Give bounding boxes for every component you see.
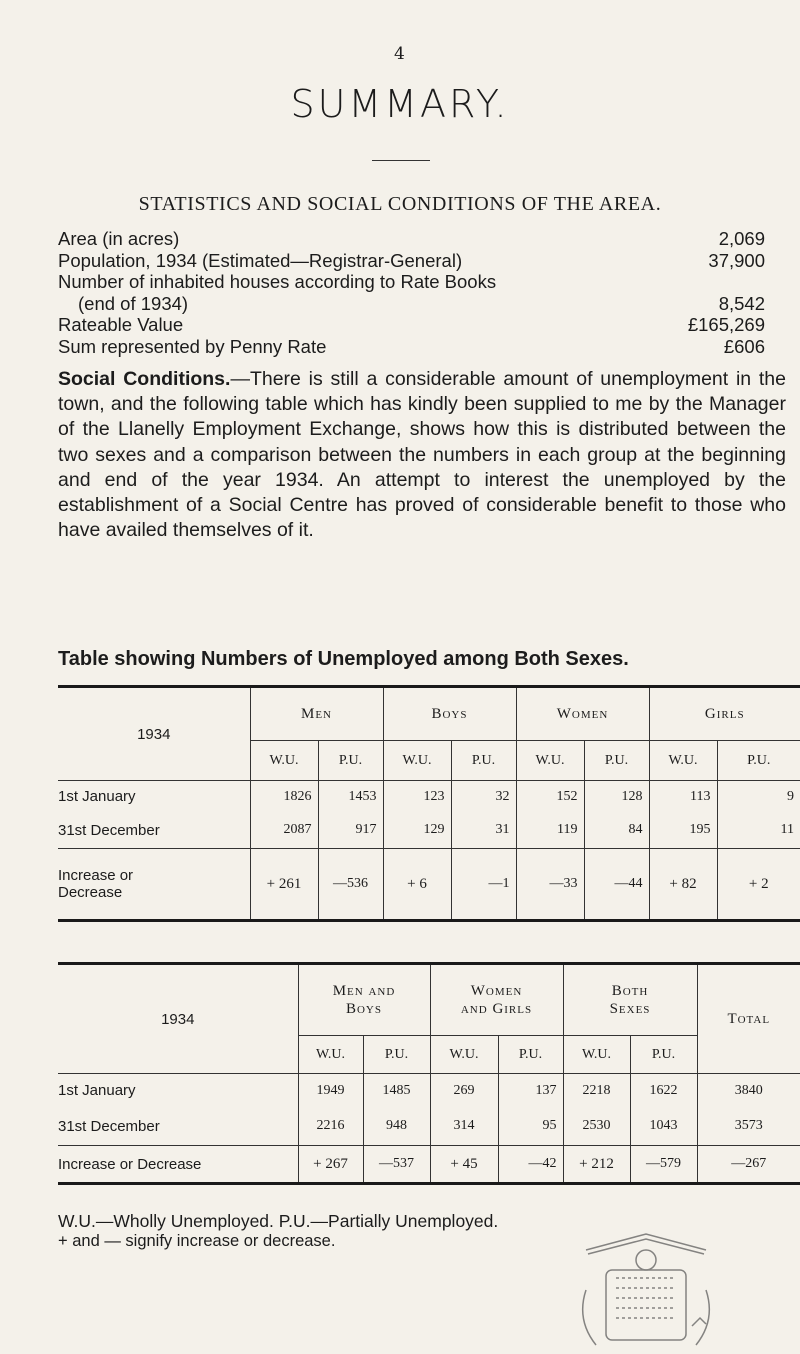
stat-row	[58, 250, 765, 272]
stat-row	[58, 336, 765, 358]
table-row	[58, 781, 800, 813]
wu-header: W.U.	[563, 1036, 630, 1074]
table-cell: 123	[383, 781, 451, 813]
table-cell: 95	[498, 1108, 563, 1146]
table-caption: Table showing Numbers of Unemployed among Both Sexes.	[58, 648, 629, 670]
pu-header: P.U.	[717, 741, 800, 781]
row-label-line: Increase or	[58, 867, 134, 884]
row-label	[58, 849, 250, 921]
stat-row	[58, 293, 765, 315]
stat-label: Rateable Value	[58, 314, 184, 335]
footnote-signs: + and — signify increase or decrease.	[58, 1232, 336, 1250]
table-cell: 84	[584, 813, 649, 849]
group-header-men-and-boys	[298, 964, 430, 1036]
stat-label: Population, 1934 (Estimated—Registrar-General)	[58, 249, 463, 271]
title-divider	[372, 160, 430, 161]
table-cell: 11	[717, 813, 800, 849]
table-row	[58, 849, 800, 921]
pu-header: P.U.	[363, 1036, 430, 1074]
table-cell: —1	[451, 849, 516, 921]
table-cell: 2530	[563, 1108, 630, 1146]
table-cell: 2218	[563, 1074, 630, 1108]
social-conditions-paragraph	[58, 367, 786, 543]
stat-row	[58, 271, 765, 293]
page-title: SUMMARY.	[290, 82, 510, 126]
table-cell: —33	[516, 849, 584, 921]
stat-label: Number of inhabited houses according to Rate Books	[58, 271, 497, 292]
unemployment-table-by-group	[58, 685, 800, 922]
table-row	[58, 1108, 800, 1146]
group-header-girls: Girls	[649, 687, 800, 741]
table-cell: 31	[451, 813, 516, 849]
group-header-men: Men	[250, 687, 383, 741]
group-header-women-and-girls	[430, 964, 563, 1036]
library-seal-stamp	[566, 1230, 726, 1352]
table-row	[58, 813, 800, 849]
table-cell: 137	[498, 1074, 563, 1108]
stat-label: Sum represented by Penny Rate	[58, 335, 327, 357]
table-cell: —42	[498, 1146, 563, 1184]
row-label: 31st December	[58, 821, 160, 839]
table-cell: + 82	[649, 849, 717, 921]
wu-header: W.U.	[383, 741, 451, 781]
table-cell: —536	[318, 849, 383, 921]
table-cell: —44	[584, 849, 649, 921]
table-cell: 2216	[298, 1108, 363, 1146]
statistics-list	[58, 228, 765, 357]
table-cell: 3840	[697, 1074, 800, 1108]
wu-header: W.U.	[298, 1036, 363, 1074]
section-title: STATISTICS AND SOCIAL CONDITIONS OF THE AREA.	[138, 193, 662, 215]
table-cell: + 45	[430, 1146, 498, 1184]
social-conditions-heading: Social Conditions.	[58, 368, 231, 390]
table-cell: 2087	[250, 813, 318, 849]
table-cell: 314	[430, 1108, 498, 1146]
footnote-abbreviations: W.U.—Wholly Unemployed. P.U.—Partially Unemployed.	[58, 1211, 499, 1231]
table-cell: 128	[584, 781, 649, 813]
group-header-boys: Boys	[383, 687, 516, 741]
table-cell: 948	[363, 1108, 430, 1146]
table-cell: 3573	[697, 1108, 800, 1146]
table-row	[58, 1146, 800, 1184]
wu-header: W.U.	[516, 741, 584, 781]
table-cell: 195	[649, 813, 717, 849]
table-cell: 129	[383, 813, 451, 849]
stat-value: 8,542	[718, 292, 765, 314]
table-cell: + 267	[298, 1146, 363, 1184]
table-cell: —267	[697, 1146, 800, 1184]
table-cell: 269	[430, 1074, 498, 1108]
stat-row	[58, 228, 765, 250]
pu-header: P.U.	[498, 1036, 563, 1074]
pu-header: P.U.	[584, 741, 649, 781]
stat-value: £165,269	[687, 314, 765, 335]
social-conditions-text: —There is still a considerable amount of unemployment in the town, and the following table which has kindly been supplied to me by the Manager of the Llanelly Employment Exchange, shows how this is distributed between the two sexes and a comparison between the numbers in each group at the beginning and end of the year 1934. An attempt to interest the unemployed by the establishment of a Social Centre has proved of considerable benefit to those who have availed themselves of it.	[58, 368, 787, 542]
table-cell: 917	[318, 813, 383, 849]
table-cell: + 6	[383, 849, 451, 921]
stat-value: 37,900	[708, 249, 765, 271]
wu-header: W.U.	[250, 741, 318, 781]
table-cell: 1622	[630, 1074, 697, 1108]
table-cell: 113	[649, 781, 717, 813]
group-header-women: Women	[516, 687, 649, 741]
table-cell: 1826	[250, 781, 318, 813]
table-cell: 1485	[363, 1074, 430, 1108]
table-cell: 1043	[630, 1108, 697, 1146]
pu-header: P.U.	[451, 741, 516, 781]
group-header-line: Sexes	[609, 1001, 651, 1017]
table-cell: —579	[630, 1146, 697, 1184]
pu-header: P.U.	[318, 741, 383, 781]
table-cell: + 2	[717, 849, 800, 921]
table-cell: 1949	[298, 1074, 363, 1108]
table-cell: 119	[516, 813, 584, 849]
row-label: 1st January	[58, 788, 136, 806]
table-cell: 9	[717, 781, 800, 813]
stat-value: 2,069	[718, 228, 765, 249]
table-cell: 32	[451, 781, 516, 813]
stat-row	[58, 314, 765, 336]
table-cell: 1453	[318, 781, 383, 813]
row-label-line: Decrease	[58, 884, 123, 901]
row-label: 1st January	[58, 1082, 136, 1100]
year-header: 1934	[161, 1010, 195, 1028]
pu-header: P.U.	[630, 1036, 697, 1074]
group-header-line: Women	[470, 983, 523, 999]
table-cell: 152	[516, 781, 584, 813]
group-header-line: and Girls	[460, 1001, 533, 1017]
table-cell: + 261	[250, 849, 318, 921]
wu-header: W.U.	[430, 1036, 498, 1074]
year-header: 1934	[137, 725, 171, 743]
table-row	[58, 1074, 800, 1108]
stat-label: Area (in acres)	[58, 228, 180, 249]
table-cell: —537	[363, 1146, 430, 1184]
group-header-line: Boys	[345, 1001, 382, 1017]
group-header-line: Men and	[332, 983, 396, 999]
table-cell: + 212	[563, 1146, 630, 1184]
total-header: Total	[697, 964, 800, 1074]
page-number: 4	[394, 44, 405, 64]
row-label: 31st December	[58, 1117, 160, 1135]
group-header-line: Both	[611, 983, 649, 999]
group-header-both-sexes	[563, 964, 697, 1036]
wu-header: W.U.	[649, 741, 717, 781]
unemployment-table-combined	[58, 962, 800, 1185]
stat-value: £606	[723, 335, 765, 357]
stat-label: (end of 1934)	[78, 292, 189, 314]
row-label: Increase or Decrease	[58, 1155, 202, 1173]
